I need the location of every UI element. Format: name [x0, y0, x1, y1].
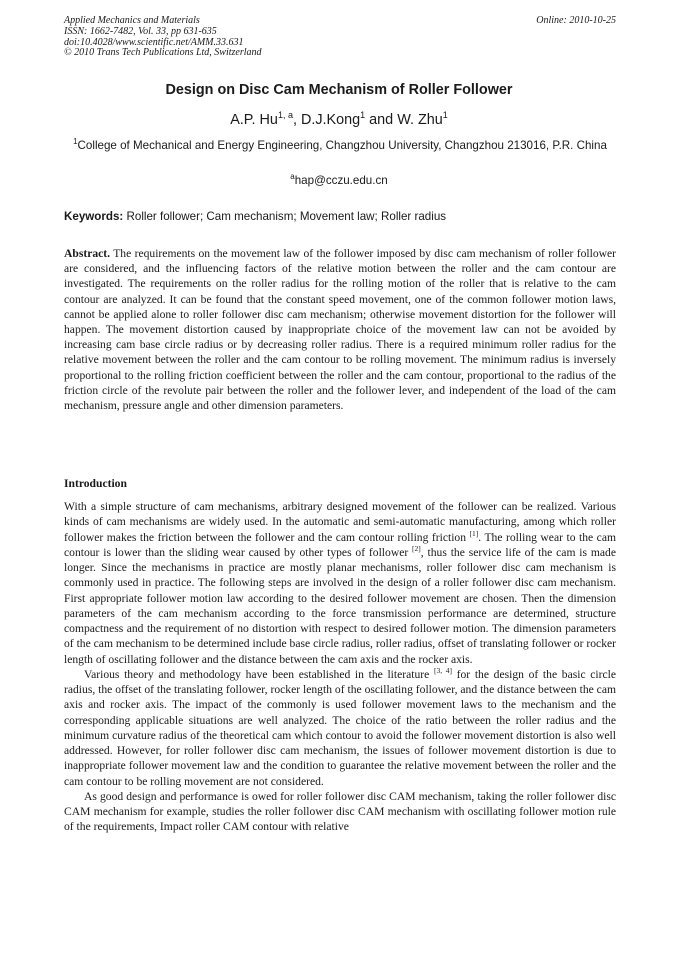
author-name: W. Zhu [397, 112, 443, 128]
author-affil-mark: 1, a [277, 110, 293, 120]
author-affil-mark: 1 [360, 110, 366, 120]
paper-title: Design on Disc Cam Mechanism of Roller Follower [165, 82, 513, 98]
section-heading-introduction: Introduction [64, 477, 127, 490]
paragraph-text: for the design of the basic circle radius, the offset of the translating follower, rocker length of the oscillating follower, and the distance between the cam axis and rocker axis. The impact of the commonly is used follower movement laws to the mechanism and the corresponding applicable situations are well analyzed. The choice of the ratio between the roller radius and the minimum curvature radius of the theoretical cam which contour to avoid the follower movement distortion is also well addressed. However, for roller follower disc cam mechanism, the issues of follower movement distortion is due to inappropriate follower movement law and the condition to guarantee the relative movement between the roller and the cam contour to be rolling movement are not considered. [64, 667, 616, 788]
introduction-body [64, 499, 616, 835]
paragraph-text: Various theory and methodology have been established in the literature [84, 667, 434, 681]
citation-ref[interactable]: [2] [412, 543, 421, 553]
author-separator: , [292, 112, 301, 128]
paragraph [64, 789, 616, 835]
online-date: Online: 2010-10-25 [536, 15, 616, 26]
copyright-line: © 2010 Trans Tech Publications Ltd, Switzerland [64, 47, 262, 59]
author-email [0, 174, 678, 187]
email-mark: a [290, 172, 295, 181]
abstract [64, 246, 616, 413]
email-address[interactable]: hap@cczu.edu.cn [294, 174, 388, 187]
keywords [64, 210, 616, 223]
keywords-text: Roller follower; Cam mechanism; Movement law; Roller radius [123, 210, 447, 223]
affiliation-text: College of Mechanical and Energy Engineering, Changzhou University, Changzhou 213016, P.R. China [77, 139, 607, 152]
affiliation-mark: 1 [73, 137, 78, 146]
journal-name: Applied Mechanics and Materials [64, 15, 200, 26]
paragraph-text: With a simple structure of cam mechanisms, arbitrary designed movement of the follower can be realized. Various kinds of cam mechanisms are widely used. In the automatic and semi-automatic manufacturing, among which roller follower makes the friction between the follower and the cam contour rolling friction [64, 500, 616, 544]
abstract-label: Abstract. [64, 247, 111, 260]
paragraph [64, 667, 616, 789]
keywords-label: Keywords: [64, 210, 124, 223]
paragraph-text: . The rolling wear to the cam contour is lower than the sliding wear caused by other types of follower [64, 530, 616, 559]
author-list [0, 112, 678, 128]
abstract-text: The requirements on the movement law of the follower imposed by disc cam mechanism of roller follower are considered, and the influencing factors of the relative motion between the roller and the cam contour are investigated. The requirements on the roller radius for the rolling motion of the roller that is relative to the cam contour are analyzed. It can be found that the constant speed movement, one of the common follower motion laws, cannot be applied alone to roller follower disc cam mechanism; otherwise movement distortion for the follower will happen. The movement distortion caused by inappropriate choice of the movement law can not be avoided by increasing cam base circle radius or by decreasing roller radius. There is a required minimum roller radius for the relative movement between the roller and the cam contour to be rolling movement. The minimum radius is inversely proportional to the rolling friction coefficient between the roller and the cam contour, proportional to the radius of the friction circle of the revolute pair between the roller and the follower lever, and independent of the load of the cam mechanism, pressure angle and other dimension parameters. [64, 247, 616, 413]
affiliation [64, 138, 616, 153]
author-separator: and [365, 112, 398, 128]
journal-header [64, 16, 616, 59]
paragraph [64, 499, 616, 667]
paragraph-text: , thus the service life of the cam is made longer. Since the mechanisms in practice are mostly planar mechanisms, roller follower disc cam mechanism is commonly used in practice. The following steps are involved in the design of a roller follower disc cam mechanism. First appropriate follower motion law according to the desired follower movement are chosen. Then the dimension parameters of the cam mechanism according to the force transmission performance are determined, structure compactness and the requirement of no distortion with respect to desired follower motion. The dimension parameters of the cam mechanism to be determined include base circle radius, roller radius, offset of translating follower or rocker length of oscillating follower and the distance between the cam axis and the rocker axis. [64, 545, 616, 666]
author-name: D.J.Kong [300, 112, 361, 128]
author-affil-mark: 1 [442, 110, 448, 120]
issn-line: ISSN: 1662-7482, Vol. 33, pp 631-635 [64, 25, 217, 37]
paragraph-text: As good design and performance is owed for roller follower disc CAM mechanism, taking the roller follower disc CAM mechanism for example, studies the roller follower disc CAM mechanism with oscillating follower motion rule of the requirements, Impact roller CAM contour with relative [64, 789, 616, 834]
citation-ref[interactable]: [1] [469, 528, 479, 538]
author-name: A.P. Hu [230, 112, 278, 128]
doi-line: doi:10.4028/www.scientific.net/AMM.33.631 [64, 36, 244, 48]
citation-ref[interactable]: [3, 4] [433, 665, 452, 675]
